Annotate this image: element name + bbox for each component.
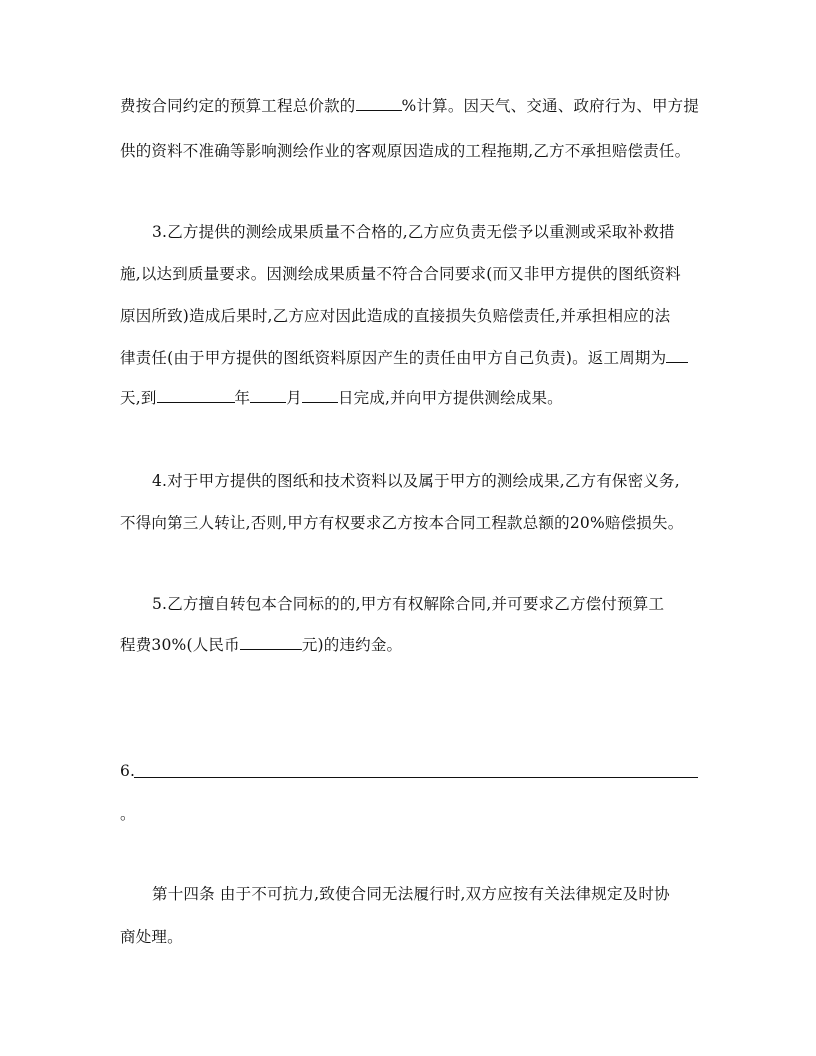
para5-line-2: [120, 635, 700, 655]
blank-field: [240, 635, 302, 650]
para-cont-line-1: [120, 96, 700, 116]
para-cont-line-2: 供的资料不准确等影响测绘作业的客观原因造成的工程拖期,乙方不承担赔偿责任。: [120, 142, 691, 160]
blank-field: [302, 388, 338, 403]
para6-blank-line: [134, 777, 698, 778]
para3-line-1: 3.乙方提供的测绘成果质量不合格的,乙方应负责无偿予以重测或采取补救措: [152, 223, 675, 241]
article14-line-2: 商处理。: [120, 928, 183, 946]
para4-line-1: 4.对于甲方提供的图纸和技术资料以及属于甲方的测绘成果,乙方有保密义务,: [152, 472, 680, 490]
text-segment: 元)的违约金。: [301, 636, 403, 654]
article14-line-1: 第十四条 由于不可抗力,致使合同无法履行时,双方应按有关法律规定及时协: [152, 885, 670, 903]
text-segment: 程费30%(人民币: [120, 636, 240, 654]
blank-field: [356, 96, 402, 111]
text-segment: 月: [286, 389, 302, 407]
para3-line-5: [120, 388, 700, 408]
text-segment: 日完成,并向甲方提供测绘成果。: [337, 389, 563, 407]
para3-line-3: 原因所致)造成后果时,乙方应对因此造成的直接损失负赔偿责任,并承担相应的法: [120, 307, 671, 325]
para4-line-2: 不得向第三人转让,否则,甲方有权要求乙方按本合同工程款总额的20%赔偿损失。: [120, 514, 684, 532]
para6-label: 6.: [120, 762, 136, 780]
blank-field: [157, 388, 235, 403]
para6-end: 。: [120, 805, 136, 823]
text-segment: %计算。因天气、交通、政府行为、甲方提: [401, 97, 700, 115]
para3-line-2: 施,以达到质量要求。因测绘成果质量不符合合同要求(而又非甲方提供的图纸资料: [120, 265, 681, 283]
para5-line-1: 5.乙方擅自转包本合同标的的,甲方有权解除合同,并可要求乙方偿付预算工: [152, 595, 665, 613]
text-segment: 律责任(由于甲方提供的图纸资料原因产生的责任由甲方自己负责)。返工周期为: [120, 349, 667, 367]
text-segment: 年: [234, 389, 251, 407]
text-segment: 天,到: [120, 389, 157, 407]
blank-field: [250, 388, 286, 403]
blank-field: [666, 348, 688, 363]
para3-line-4: [120, 348, 700, 368]
text-segment: 费按合同约定的预算工程总价款的: [120, 97, 356, 115]
